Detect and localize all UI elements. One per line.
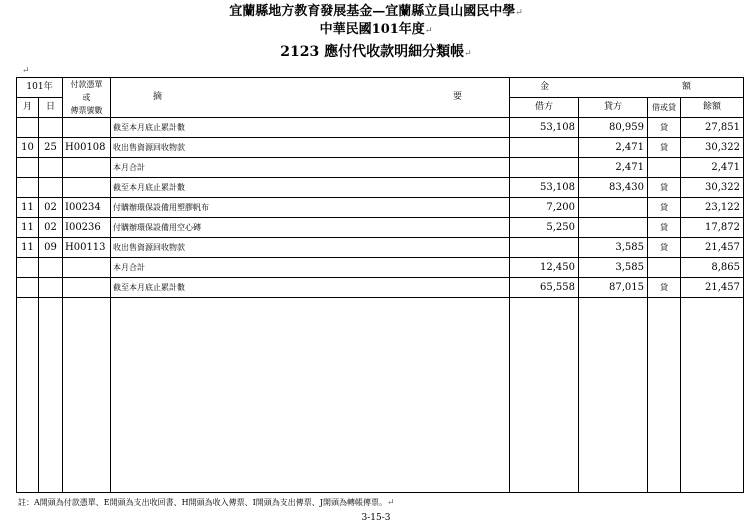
org-title: 宜蘭縣地方教育發展基金—宜蘭縣立員山國民中學↵ [229, 4, 523, 19]
page-number: 3-15-3 [361, 513, 391, 523]
table-row: 截至本月底止累計數 53,108 80,959 貸 27,851 [17, 118, 744, 138]
fiscal-year-title: 中華民國101年度↵ [319, 22, 433, 37]
debit-header: 借方 [510, 98, 579, 118]
table-row: 11 09 H00113 收出售資源回收物款 3,585 貸 21,457 [17, 238, 744, 258]
credit-header: 貸方 [579, 98, 648, 118]
voucher-header: 付款憑單 或 傳票號數 [63, 78, 111, 118]
header-row-1 [17, 78, 744, 98]
table-row: 11 02 I00234 付購辦環保設備用塑膠帆布 7,200 貸 23,122 [17, 198, 744, 218]
paragraph-mark: ↵ [22, 66, 30, 76]
table-row: 11 02 I00236 付購辦環保設備用空心磚 5,250 貸 17,872 [17, 218, 744, 238]
report-title: 2123 應付代收款明細分類帳↵ [280, 44, 472, 60]
summary-header: 摘 要 [111, 78, 510, 118]
footnote: 註：A開頭為付款憑單、E開頭為支出收回書、H開頭為收入傳票、I開頭為支出傳票、J開頭為轉帳傳票。↵ [18, 498, 395, 508]
table-row: 本月合計 12,450 3,585 8,865 [17, 258, 744, 278]
dc-header: 借或貸 [648, 98, 681, 118]
month-header: 月 [17, 98, 39, 118]
day-header: 日 [39, 98, 63, 118]
table-row: 本月合計 2,471 2,471 [17, 158, 744, 178]
blank-filler-row [17, 298, 744, 493]
table-row: 10 25 H00108 收出售資源回收物款 2,471 貸 30,322 [17, 138, 744, 158]
amount-header: 金 額 [510, 78, 744, 98]
ledger-table [16, 77, 744, 493]
balance-header: 餘額 [681, 98, 744, 118]
year-header: 101年 [17, 78, 63, 98]
table-row: 截至本月底止累計數 53,108 83,430 貸 30,322 [17, 178, 744, 198]
table-row: 截至本月底止累計數 65,558 87,015 貸 21,457 [17, 278, 744, 298]
